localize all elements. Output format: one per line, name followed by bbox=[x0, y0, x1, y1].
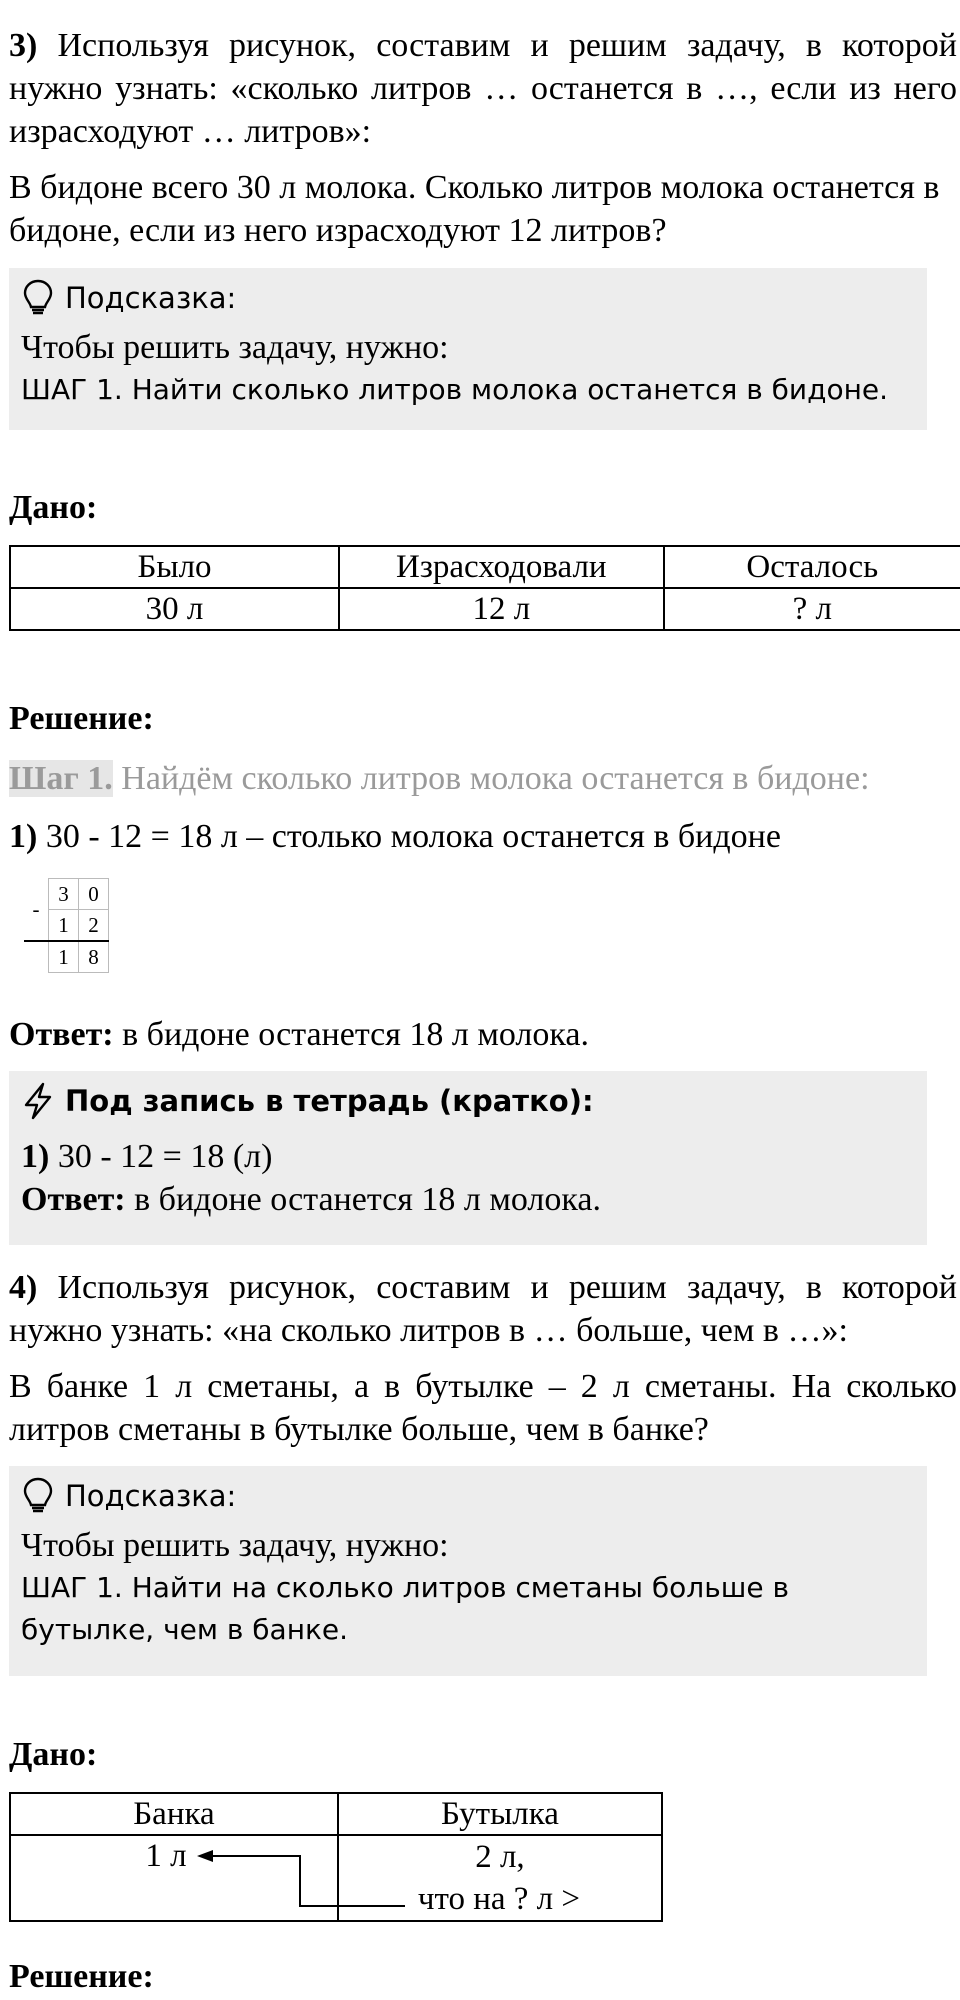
task3-notebook-title: Под запись в тетрадь (кратко): bbox=[65, 1084, 594, 1118]
task3-step-text: Найдём сколько литров молока останется в бидоне: bbox=[121, 760, 870, 797]
task3-step-label: Шаг 1. bbox=[9, 760, 113, 797]
minus-sign: - bbox=[32, 896, 40, 921]
digit-cell: 0 bbox=[79, 879, 109, 910]
task4-hint-step-label: ШАГ 1. bbox=[21, 1571, 123, 1604]
task4-hint-line: Чтобы решить задачу, нужно: bbox=[21, 1527, 449, 1564]
table-header-cell: Бутылка bbox=[338, 1793, 662, 1835]
task3-hint-step-label: ШАГ 1. bbox=[21, 373, 123, 406]
task3-notebook-calc-text: 30 - 12 = 18 (л) bbox=[57, 1138, 273, 1175]
task3-number: 3) bbox=[9, 27, 38, 64]
task3-answer-text: в бидоне останется 18 л молока. bbox=[122, 1016, 589, 1053]
task3-calc-text: 30 - 12 = 18 л – столько молока останется в бидоне bbox=[45, 818, 781, 855]
table-cell: ? л bbox=[664, 588, 960, 630]
table-cell: 30 л bbox=[10, 588, 339, 630]
task3-hint-title: Подсказка: bbox=[65, 281, 237, 315]
table-cell-value: 1 л bbox=[145, 1838, 187, 1874]
task3-given-label-text: Дано: bbox=[9, 489, 98, 526]
task3-problem: В бидоне всего 30 л молока. Сколько литров молока останется в бидоне, если из него израсходуют 12 литров? bbox=[9, 169, 940, 249]
task3-intro-text: Используя рисунок, составим и решим задачу, в которой нужно узнать: «сколько литров … останется в …, если из него израсходуют … литров»: bbox=[9, 27, 958, 150]
task3-calc-number: 1) bbox=[9, 818, 38, 855]
task4-number: 4) bbox=[9, 1269, 38, 1306]
digit-cell: 2 bbox=[79, 910, 109, 942]
table-header-cell: Осталось bbox=[664, 546, 960, 588]
digit-cell: 1 bbox=[49, 910, 79, 942]
table-cell-value: что на ? л > bbox=[417, 1881, 581, 1917]
digit-cell: 3 bbox=[49, 879, 79, 910]
task3-answer-label: Ответ: bbox=[9, 1016, 114, 1053]
task3-hint-step-text: Найти сколько литров молока останется в бидоне. bbox=[131, 373, 889, 406]
task4-given-label-text: Дано: bbox=[9, 1736, 98, 1773]
task4-solution-label bbox=[9, 1955, 957, 1998]
table-header-cell: Было bbox=[10, 546, 339, 588]
table-cell-value: 2 л, bbox=[475, 1839, 525, 1875]
task3-notebook-answer-label: Ответ: bbox=[21, 1181, 126, 1218]
task4-problem: В банке 1 л сметаны, а в бутылке – 2 л сметаны. На сколько литров сметаны в бутылке больше, чем в банке? bbox=[9, 1368, 957, 1448]
digit-cell: 1 bbox=[49, 941, 79, 973]
task3-notebook-answer-text: в бидоне останется 18 л молока. bbox=[134, 1181, 601, 1218]
task3-notebook-calc-number: 1) bbox=[21, 1138, 50, 1175]
task3-hint-line: Чтобы решить задачу, нужно: bbox=[21, 329, 449, 366]
task4-solution-label-text: Решение: bbox=[9, 1958, 154, 1995]
table-cell: 12 л bbox=[339, 588, 664, 630]
table-header-cell: Банка bbox=[10, 1793, 338, 1835]
table-header-cell: Израсходовали bbox=[339, 546, 664, 588]
task3-solution-label-text: Решение: bbox=[9, 700, 154, 737]
task4-hint-title: Подсказка: bbox=[65, 1479, 237, 1513]
task4-intro-text: Используя рисунок, составим и решим задачу, в которой нужно узнать: «на сколько литров в … больше, чем в …»: bbox=[9, 1269, 958, 1349]
digit-cell: 8 bbox=[79, 941, 109, 973]
task4-hint-step-text: Найти на сколько литров сметаны больше в бутылке, чем в банке. bbox=[21, 1571, 789, 1646]
